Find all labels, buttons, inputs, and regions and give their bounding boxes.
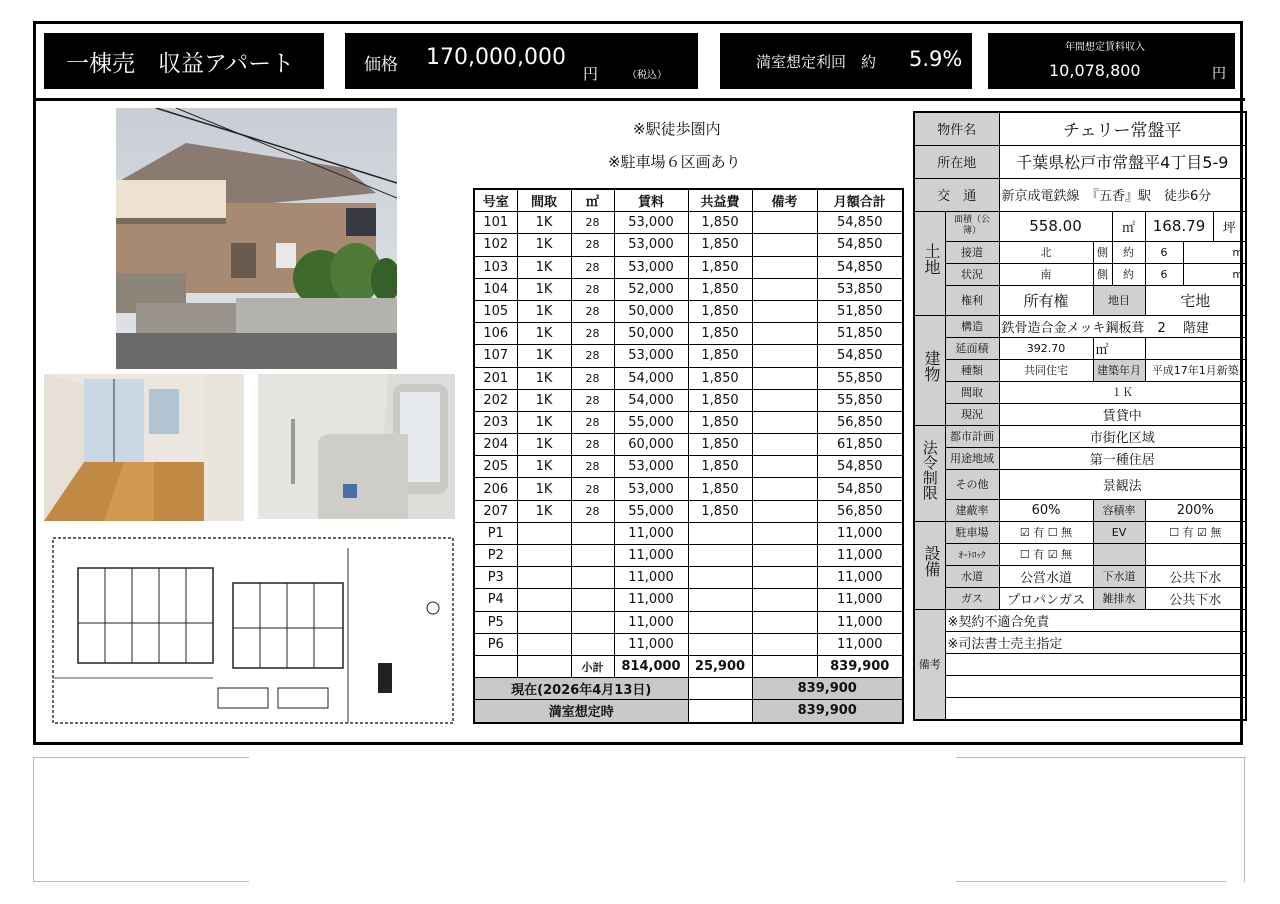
cell-layout: 1K (517, 411, 571, 433)
built: 平成17年1月新築 (1145, 359, 1246, 381)
cell-layout (517, 545, 571, 567)
income-value: 10,078,800 (1049, 61, 1141, 80)
cell-monthly-total: 53,850 (817, 278, 903, 300)
area-sqm-unit: ㎡ (1112, 211, 1145, 241)
cell-common-fee: 1,850 (688, 500, 752, 522)
water: 公営水道 (999, 565, 1093, 587)
road2-dir: 南 (999, 263, 1093, 285)
cell-layout (517, 567, 571, 589)
subtotal-row (474, 655, 903, 677)
cell-layout (517, 611, 571, 633)
cell-remarks (752, 278, 817, 300)
cell-monthly-total: 54,850 (817, 256, 903, 278)
cell-common-fee (688, 633, 752, 655)
cell-layout: 1K (517, 367, 571, 389)
floor-area-unit: ㎡ (1093, 337, 1145, 359)
subtotal-label: 小計 (571, 655, 614, 677)
bcr: 60% (999, 499, 1093, 521)
cell-remarks (752, 389, 817, 411)
full-total: 839,900 (752, 700, 903, 723)
note-parking: ※駐車場６区画あり (608, 153, 741, 171)
cell-common-fee: 1,850 (688, 212, 752, 234)
cell-sqm: 28 (571, 434, 614, 456)
col-layout: 間取 (517, 189, 571, 212)
cell-room: 203 (474, 411, 517, 433)
cell-common-fee (688, 589, 752, 611)
cell-rent: 60,000 (614, 434, 688, 456)
cell-sqm: 28 (571, 456, 614, 478)
rent-header-row (474, 189, 903, 212)
rent-row (474, 589, 903, 611)
sewer-label: 下水道 (1093, 565, 1145, 587)
cell-layout: 1K (517, 234, 571, 256)
rent-row (474, 434, 903, 456)
area-tsubo-unit: 坪 (1213, 211, 1246, 241)
cell-layout: 1K (517, 389, 571, 411)
rights-label: 権利 (945, 285, 999, 315)
rent-row (474, 478, 903, 500)
cell-monthly-total: 54,850 (817, 456, 903, 478)
cell-common-fee: 1,850 (688, 323, 752, 345)
property-type-label: 一棟売 収益アパート (66, 51, 295, 77)
cell-room: P1 (474, 522, 517, 544)
cell-layout: 1K (517, 345, 571, 367)
exterior-photo (116, 108, 397, 369)
zoning: 第一種住居 (999, 447, 1246, 469)
road-label: 接道 (945, 241, 999, 263)
rent-row (474, 212, 903, 234)
cell-remarks (752, 345, 817, 367)
cell-rent: 53,000 (614, 234, 688, 256)
cell-room: 204 (474, 434, 517, 456)
rent-row (474, 256, 903, 278)
cell-remarks (752, 411, 817, 433)
property-details-table (913, 111, 1247, 721)
subtotal-total: 839,900 (817, 655, 903, 677)
cell-rent: 11,000 (614, 589, 688, 611)
cell-layout: 1K (517, 278, 571, 300)
tax-note: （税込） (627, 70, 667, 81)
cell-remarks (752, 300, 817, 322)
building-section: 建物 (914, 315, 945, 425)
income-box (988, 33, 1235, 89)
floor-area: 392.70 (999, 337, 1093, 359)
cell-common-fee (688, 567, 752, 589)
cell-sqm: 28 (571, 256, 614, 278)
footer-blank-area (33, 757, 1245, 882)
rent-row (474, 389, 903, 411)
cell-rent: 53,000 (614, 345, 688, 367)
rent-row (474, 611, 903, 633)
cell-rent: 53,000 (614, 212, 688, 234)
rent-row (474, 567, 903, 589)
access: 新京成電鉄線 『五香』駅 徒歩6分 (999, 178, 1246, 211)
cell-remarks (752, 256, 817, 278)
cell-common-fee: 1,850 (688, 234, 752, 256)
cell-rent: 54,000 (614, 367, 688, 389)
parking-label: 駐車場 (945, 521, 999, 543)
road1-width: 6 (1145, 241, 1183, 263)
col-room: 号室 (474, 189, 517, 212)
cell-rent: 50,000 (614, 323, 688, 345)
cell-monthly-total: 56,850 (817, 411, 903, 433)
cell-rent: 53,000 (614, 456, 688, 478)
cell-sqm (571, 522, 614, 544)
zoning-label: 用途地域 (945, 447, 999, 469)
cell-remarks (752, 434, 817, 456)
cell-layout (517, 589, 571, 611)
area-label: 面積（公簿） (945, 211, 999, 241)
cell-sqm (571, 567, 614, 589)
current-status: 賃貸中 (999, 403, 1246, 425)
cell-room: P3 (474, 567, 517, 589)
road2-side: 側 (1093, 263, 1112, 285)
cell-common-fee: 1,850 (688, 478, 752, 500)
far: 200% (1145, 499, 1246, 521)
rent-row (474, 278, 903, 300)
road2-approx: 約 (1112, 263, 1145, 285)
access-label: 交 通 (914, 178, 999, 211)
cell-monthly-total: 11,000 (817, 633, 903, 655)
rent-row (474, 300, 903, 322)
structure-label: 構造 (945, 315, 999, 337)
rent-row (474, 500, 903, 522)
cell-common-fee (688, 611, 752, 633)
cell-layout: 1K (517, 500, 571, 522)
price-unit: 円 (583, 65, 599, 83)
road1-unit: m (1183, 241, 1246, 263)
bathroom-photo (258, 374, 455, 519)
cell-monthly-total: 55,850 (817, 367, 903, 389)
remark-1: ※契約不適合免責 (945, 609, 1246, 631)
cell-common-fee: 1,850 (688, 456, 752, 478)
cell-rent: 50,000 (614, 300, 688, 322)
cell-monthly-total: 51,850 (817, 323, 903, 345)
cell-remarks (752, 234, 817, 256)
cell-rent: 55,000 (614, 411, 688, 433)
cell-room: 201 (474, 367, 517, 389)
sewer: 公共下水 (1145, 565, 1246, 587)
drain-label: 雑排水 (1093, 587, 1145, 609)
built-label: 建築年月 (1093, 359, 1145, 381)
landcat-label: 地目 (1093, 285, 1145, 315)
area-sqm: 558.00 (999, 211, 1112, 241)
drain: 公共下水 (1145, 587, 1246, 609)
cell-common-fee: 1,850 (688, 367, 752, 389)
col-monthly-total: 月額合計 (817, 189, 903, 212)
rent-row (474, 411, 903, 433)
col-rent: 賃料 (614, 189, 688, 212)
note-station: ※駅徒歩圏内 (633, 120, 721, 138)
cell-sqm (571, 611, 614, 633)
cell-room: P4 (474, 589, 517, 611)
cell-room: 205 (474, 456, 517, 478)
gas-label: ガス (945, 587, 999, 609)
cell-room: 206 (474, 478, 517, 500)
cell-room: P5 (474, 611, 517, 633)
cell-sqm: 28 (571, 367, 614, 389)
cell-monthly-total: 11,000 (817, 611, 903, 633)
rent-row (474, 367, 903, 389)
cell-remarks (752, 589, 817, 611)
rent-row (474, 456, 903, 478)
cell-remarks (752, 567, 817, 589)
cell-room: 104 (474, 278, 517, 300)
cell-room: P2 (474, 545, 517, 567)
price-box (345, 33, 698, 89)
rights: 所有権 (999, 285, 1093, 315)
ev-checkbox: ☐ 有 ☑ 無 (1145, 521, 1246, 543)
cell-monthly-total: 56,850 (817, 500, 903, 522)
remarks-section: 備考 (914, 609, 945, 720)
interior-photo (44, 374, 244, 521)
cell-rent: 11,000 (614, 567, 688, 589)
cell-sqm: 28 (571, 234, 614, 256)
land-section: 土地 (914, 211, 945, 315)
cell-layout: 1K (517, 456, 571, 478)
cell-remarks (752, 212, 817, 234)
address-label: 所在地 (914, 145, 999, 178)
other-restriction: 景観法 (999, 469, 1246, 499)
landcat: 宅地 (1145, 285, 1246, 315)
cell-rent: 11,000 (614, 522, 688, 544)
full-label: 満室想定時 (474, 700, 688, 723)
property-name: チェリー常盤平 (999, 112, 1246, 145)
name-label: 物件名 (914, 112, 999, 145)
other-label: その他 (945, 469, 999, 499)
cell-layout (517, 522, 571, 544)
road1-side: 側 (1093, 241, 1112, 263)
cell-monthly-total: 11,000 (817, 522, 903, 544)
cell-monthly-total: 11,000 (817, 545, 903, 567)
rent-row (474, 234, 903, 256)
cell-sqm (571, 633, 614, 655)
cell-room: 101 (474, 212, 517, 234)
cell-sqm: 28 (571, 300, 614, 322)
cell-room: 105 (474, 300, 517, 322)
cell-common-fee: 1,850 (688, 389, 752, 411)
cell-common-fee: 1,850 (688, 345, 752, 367)
floor-area-label: 延面積 (945, 337, 999, 359)
cell-sqm: 28 (571, 389, 614, 411)
cell-rent: 11,000 (614, 611, 688, 633)
law-section: 法令制限 (914, 425, 945, 521)
cell-common-fee: 1,850 (688, 300, 752, 322)
cell-remarks (752, 522, 817, 544)
price-label: 価格 (364, 55, 398, 75)
cell-room: 106 (474, 323, 517, 345)
price-value: 170,000,000 (426, 45, 566, 70)
cell-remarks (752, 500, 817, 522)
cell-rent: 53,000 (614, 256, 688, 278)
cell-rent: 53,000 (614, 478, 688, 500)
layout-label: 間取 (945, 381, 999, 403)
cell-common-fee: 1,850 (688, 278, 752, 300)
cell-common-fee: 1,850 (688, 434, 752, 456)
cell-remarks (752, 456, 817, 478)
property-type-box (44, 33, 324, 89)
cell-room: P6 (474, 633, 517, 655)
autolock-checkbox: ☐ 有 ☑ 無 (999, 543, 1093, 565)
cell-sqm: 28 (571, 212, 614, 234)
cell-sqm: 28 (571, 278, 614, 300)
cell-rent: 11,000 (614, 545, 688, 567)
cell-sqm (571, 589, 614, 611)
cell-rent: 55,000 (614, 500, 688, 522)
full-occupancy-row (474, 700, 903, 723)
cell-monthly-total: 55,850 (817, 389, 903, 411)
income-label: 年間想定賃料収入 (1065, 42, 1145, 53)
cell-common-fee: 1,850 (688, 256, 752, 278)
rent-row (474, 323, 903, 345)
bcr-label: 建蔽率 (945, 499, 999, 521)
col-remarks: 備考 (752, 189, 817, 212)
cell-sqm: 28 (571, 500, 614, 522)
autolock-label: ｵｰﾄﾛｯｸ (945, 543, 999, 565)
city-plan: 市街化区域 (999, 425, 1246, 447)
cell-layout (517, 633, 571, 655)
cell-remarks (752, 611, 817, 633)
cell-monthly-total: 51,850 (817, 300, 903, 322)
current-total: 839,900 (752, 678, 903, 700)
cell-monthly-total: 11,000 (817, 567, 903, 589)
layout: １Ｋ (999, 381, 1246, 403)
cell-remarks (752, 545, 817, 567)
cell-layout: 1K (517, 212, 571, 234)
rent-row (474, 633, 903, 655)
cell-remarks (752, 478, 817, 500)
cell-sqm: 28 (571, 411, 614, 433)
yield-label: 満室想定利回 約 (756, 53, 877, 71)
cell-room: 102 (474, 234, 517, 256)
cell-monthly-total: 61,850 (817, 434, 903, 456)
cell-sqm: 28 (571, 323, 614, 345)
cell-room: 103 (474, 256, 517, 278)
road2-unit: m (1183, 263, 1246, 285)
cell-rent: 11,000 (614, 633, 688, 655)
address: 千葉県松戸市常盤平4丁目5-9 (999, 145, 1246, 178)
far-label: 容積率 (1093, 499, 1145, 521)
cell-monthly-total: 54,850 (817, 212, 903, 234)
subtotal-rent: 814,000 (614, 655, 688, 677)
cell-common-fee: 1,850 (688, 411, 752, 433)
remark-2: ※司法書士売主指定 (945, 631, 1246, 653)
cell-layout: 1K (517, 478, 571, 500)
cell-room: 107 (474, 345, 517, 367)
cell-monthly-total: 54,850 (817, 345, 903, 367)
cell-room: 207 (474, 500, 517, 522)
current-label: 現在(2026年4月13日) (474, 678, 688, 700)
kind-label: 種類 (945, 359, 999, 381)
cell-common-fee (688, 522, 752, 544)
cell-remarks (752, 323, 817, 345)
cell-monthly-total: 54,850 (817, 234, 903, 256)
current-status-label: 現況 (945, 403, 999, 425)
cell-sqm (571, 545, 614, 567)
rent-row (474, 522, 903, 544)
road2-width: 6 (1145, 263, 1183, 285)
status-label: 状況 (945, 263, 999, 285)
gas: プロパンガス (999, 587, 1093, 609)
structure: 鉄骨造合金メッキ鋼板葺 2 階建 (999, 315, 1246, 337)
rent-row (474, 345, 903, 367)
kind: 共同住宅 (999, 359, 1093, 381)
cell-sqm: 28 (571, 478, 614, 500)
road1-dir: 北 (999, 241, 1093, 263)
facility-section: 設備 (914, 521, 945, 609)
cell-remarks (752, 367, 817, 389)
site-plan (38, 528, 465, 736)
yield-box (720, 33, 972, 89)
yield-value: 5.9% (909, 47, 963, 71)
rent-row (474, 545, 903, 567)
cell-monthly-total: 11,000 (817, 589, 903, 611)
rent-roll-table (473, 188, 904, 724)
cell-layout: 1K (517, 300, 571, 322)
water-label: 水道 (945, 565, 999, 587)
header-divider (33, 98, 1245, 101)
cell-remarks (752, 633, 817, 655)
income-unit: 円 (1212, 66, 1226, 82)
cell-layout: 1K (517, 434, 571, 456)
cell-rent: 52,000 (614, 278, 688, 300)
cell-layout: 1K (517, 323, 571, 345)
subtotal-common: 25,900 (688, 655, 752, 677)
road1-approx: 約 (1112, 241, 1145, 263)
cell-common-fee (688, 545, 752, 567)
col-sqm: ㎡ (571, 189, 614, 212)
cell-monthly-total: 54,850 (817, 478, 903, 500)
current-row (474, 678, 903, 700)
cell-room: 202 (474, 389, 517, 411)
cell-rent: 54,000 (614, 389, 688, 411)
ev-label: EV (1093, 521, 1145, 543)
area-tsubo: 168.79 (1145, 211, 1213, 241)
city-plan-label: 都市計画 (945, 425, 999, 447)
cell-sqm: 28 (571, 345, 614, 367)
col-common-fee: 共益費 (688, 189, 752, 212)
parking-checkbox: ☑ 有 ☐ 無 (999, 521, 1093, 543)
cell-layout: 1K (517, 256, 571, 278)
